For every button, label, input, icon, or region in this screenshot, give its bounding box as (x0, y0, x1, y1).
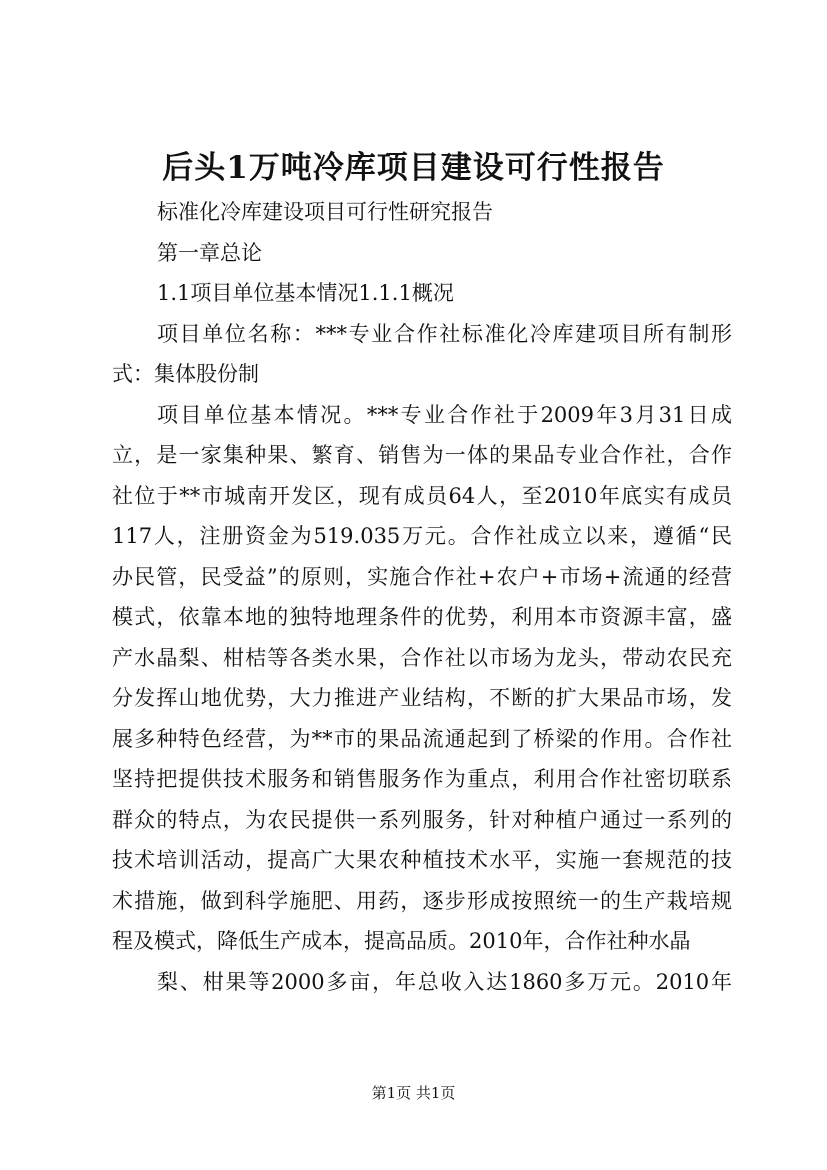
paragraph-line: 立，是一家集种果、繁育、销售为一体的果品专业合作社，合作 (112, 443, 732, 467)
subtitle-line: 标准化冷库建设项目可行性研究报告 (157, 200, 493, 224)
paragraph-line: 产水晶梨、柑桔等各类水果，合作社以市场为龙头，带动农民充 (112, 645, 732, 670)
paragraph-line: 技术培训活动，提高广大果农种植技术水平，实施一套规范的技 (112, 848, 732, 872)
paragraph-line: 社位于**市城南开发区，现有成员64人，至2010年底实有成员 (112, 483, 732, 508)
paragraph-line: 梨、柑果等2000多亩，年总收入达1860多万元。2010年 (157, 969, 732, 994)
document-body (112, 192, 732, 1002)
paragraph-line: 术措施，做到科学施肥、用药，逐步形成按照统一的生产栽培规 (112, 888, 732, 913)
paragraph-line: 项目单位基本情况。***专业合作社于2009年3月31日成 (157, 402, 732, 427)
paragraph-line: 办民管，民受益”的原则，实施合作社+农户+市场+流通的经营 (112, 564, 732, 589)
paragraph-line: 展多种特色经营，为**市的果品流通起到了桥梁的作用。合作社 (112, 726, 732, 751)
paragraph-line: 模式，依靠本地的独特地理条件的优势，利用本市资源丰富，盛 (112, 605, 732, 629)
paragraph-line: 分发挥山地优势，大力推进产业结构，不断的扩大果品市场，发 (112, 686, 732, 710)
chapter-heading: 第一章总论 (157, 240, 262, 265)
paragraph-line: 项目单位名称：***专业合作社标准化冷库建项目所有制形 (157, 321, 732, 346)
document-title: 后头1万吨冷库项目建设可行性报告 (162, 150, 665, 186)
page-number-footer: 第1页 共1页 (371, 1084, 456, 1102)
section-heading: 1.1项目单位基本情况1.1.1概况 (157, 281, 454, 305)
paragraph-line: 程及模式，降低生产成本，提高品质。2010年，合作社种水晶 (112, 929, 691, 953)
paragraph-line: 坚持把提供技术服务和销售服务作为重点，利用合作社密切联系 (112, 767, 732, 791)
paragraph-line: 群众的特点，为农民提供一系列服务，针对种植户通过一系列的 (112, 807, 732, 832)
paragraph-line: 117人，注册资金为519.035万元。合作社成立以来，遵循“民 (112, 524, 732, 548)
paragraph-line: 式：集体股份制 (112, 362, 259, 386)
